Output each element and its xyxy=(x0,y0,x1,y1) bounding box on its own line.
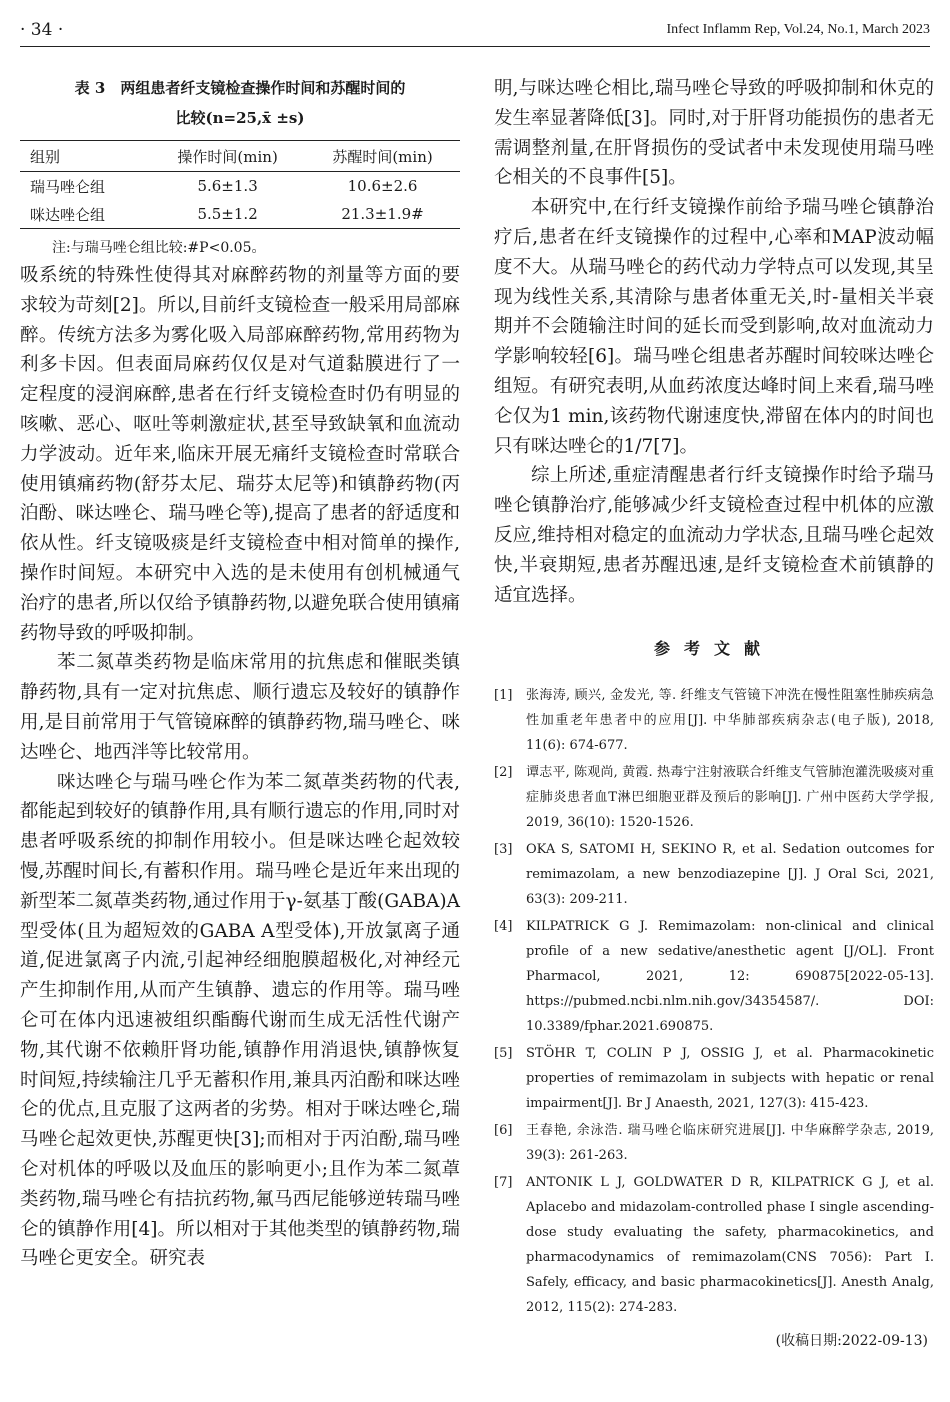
table-row xyxy=(20,172,460,201)
table-header-cell: 苏醒时间(min) xyxy=(305,141,460,172)
comparison-table xyxy=(20,140,460,229)
reference-item xyxy=(494,760,934,835)
body-paragraph: 苯二氮䓬类药物是临床常用的抗焦虑和催眠类镇静药物,具有一定对抗焦虑、顺行遗忘及较好的镇静作用,是目前常用于气管镜麻醉的镇静药物,瑞马唑仑、咪达唑仑、地西泮等比较常用。 xyxy=(20,652,460,763)
reference-number: [4] xyxy=(494,919,513,935)
body-paragraph: 本研究中,在行纤支镜操作前给予瑞马唑仑镇静治疗后,患者在纤支镜操作的过程中,心率和MAP波动幅度不大。从瑞马唑仑的药代动力学特点可以发现,其呈现为线性关系,其清除与患者体重无关,时-量相关半衰期并不会随输注时间的延长而受到影响,故对血流动力学影响较轻[6]。瑞马唑仑组患者苏醒时间较咪达唑仑组短。有研究表明,从血药浓度达峰时间上来看,瑞马唑仑仅为1 min,该药物代谢速度快,滞留在体内的时间也只有咪达唑仑的1/7[7]。 xyxy=(494,197,934,457)
reference-item xyxy=(494,683,934,758)
reference-number: [1] xyxy=(494,688,513,704)
table-header-row xyxy=(20,141,460,172)
reference-number: [3] xyxy=(494,842,513,858)
table-caption xyxy=(20,74,460,132)
reference-number: [2] xyxy=(494,765,513,781)
reference-text: 张海涛, 顾兴, 金发光, 等. 纤维支气管镜下冲洗在慢性阻塞性肺疾病急性加重老年患者中的应用[J]. 中华肺部疾病杂志(电子版), 2018, 11(6): 674-677. xyxy=(526,688,934,754)
header-divider xyxy=(20,46,930,47)
left-column xyxy=(20,74,460,1274)
table-row xyxy=(20,200,460,229)
reference-text: STÖHR T, COLIN P J, OSSIG J, et al. Pharmacokinetic properties of remimazolam in subjects with hepatic or renal impairment[J]. Br J Anaesth, 2021, 127(3): 415-423. xyxy=(526,1046,934,1112)
right-column xyxy=(494,74,934,1350)
body-paragraph: 吸系统的特殊性使得其对麻醉药物的剂量等方面的要求较为苛刻[2]。所以,目前纤支镜检查一般采用局部麻醉。传统方法多为雾化吸入局部麻醉药物,常用药物为利多卡因。但表面局麻药仅仅是对气道黏膜进行了一定程度的浸润麻醉,患者在行纤支镜检查时仍有明显的咳嗽、恶心、呕吐等刺激症状,甚至导致缺氧和血流动力学波动。近年来,临床开展无痛纤支镜检查时常联合使用镇痛药物(舒芬太尼、瑞芬太尼等)和镇静药物(丙泊酚、咪达唑仑、瑞马唑仑等),提高了患者的舒适度和依从性。纤支镜吸痰是纤支镜检查中相对简单的操作,操作时间短。本研究中入选的是未使用有创机械通气治疗的患者,所以仅给予镇静药物,以避免联合使用镇痛药物导致的呼吸抑制。 xyxy=(20,265,460,644)
reference-item xyxy=(494,1170,934,1320)
reference-text: KILPATRICK G J. Remimazolam: non-clinical and clinical profile of a new sedative/anesthetic agent [J/OL]. Front Pharmacol, 2021, 12: 690875[2022-05-13]. https://pubmed.ncbi.nlm.nih.gov/34354587/. DOI: 10.3389/fphar.2021.690875. xyxy=(526,919,934,1035)
body-paragraph: 咪达唑仑与瑞马唑仑作为苯二氮䓬类药物的代表,都能起到较好的镇静作用,具有顺行遗忘的作用,同时对患者呼吸系统的抑制作用较小。但是咪达唑仑起效较慢,苏醒时间长,有蓄积作用。瑞马唑仑是近年来出现的新型苯二氮䓬类药物,通过作用于γ-氨基丁酸(GABA)A型受体(且为超短效的GABA A型受体),开放氯离子通道,促进氯离子内流,引起神经细胞膜超极化,对神经元产生抑制作用,从而产生镇静、遗忘的作用等。瑞马唑仑可在体内迅速被组织酯酶代谢而生成无活性代谢产物,其代谢不依赖肝肾功能,镇静作用消退快,镇静恢复时间短,持续输注几乎无蓄积作用,兼具丙泊酚和咪达唑仑的优点,且克服了这两者的劣势。相对于咪达唑仑,瑞马唑仑起效更快,苏醒更快[3];而相对于丙泊酚,瑞马唑仑对机体的呼吸以及血压的影响更小;且作为苯二氮䓬类药物,瑞马唑仑有拮抗药物,氟马西尼能够逆转瑞马唑仑的镇静作用[4]。所以相对于其他类型的镇静药物,瑞马唑仑更安全。研究表 xyxy=(20,771,460,1270)
body-paragraph: 明,与咪达唑仑相比,瑞马唑仑导致的呼吸抑制和休克的发生率显著降低[3]。同时,对于肝肾功能损伤的患者无需调整剂量,在肝肾损伤的受试者中未发现使用瑞马唑仑相关的不良事件[5]。 xyxy=(494,78,934,189)
reference-text: OKA S, SATOMI H, SEKINO R, et al. Sedation outcomes for remimazolam, a new benzodiazepine [J]. J Oral Sci, 2021, 63(3): 209-211. xyxy=(526,842,934,908)
journal-header: Infect Inflamm Rep, Vol.24, No.1, March 2023 xyxy=(666,22,930,37)
table-caption-line2: 比较(n=25,x̄ ±s) xyxy=(175,109,305,127)
reference-item xyxy=(494,837,934,912)
table-cell: 5.5±1.2 xyxy=(150,200,305,229)
table-cell: 10.6±2.6 xyxy=(347,177,418,195)
reference-text: 王春艳, 余泳浩. 瑞马唑仑临床研究进展[J]. 中华麻醉学杂志, 2019, 39(3): 261-263. xyxy=(526,1123,934,1164)
reference-item xyxy=(494,1118,934,1168)
table-cell: 咪达唑仑组 xyxy=(20,200,150,229)
table-header-cell: 组别 xyxy=(20,141,150,172)
reference-item xyxy=(494,1041,934,1116)
table-caption-line1: 表 3 两组患者纤支镜检查操作时间和苏醒时间的 xyxy=(74,79,406,97)
reference-item xyxy=(494,914,934,1039)
reference-number: [5] xyxy=(494,1046,513,1062)
received-date: (收稿日期:2022-09-13) xyxy=(775,1333,928,1350)
reference-text: 谭志平, 陈观尚, 黄霞. 热毒宁注射液联合纤维支气管肺泡灌洗吸痰对重症肺炎患者血T淋巴细胞亚群及预后的影响[J]. 广州中医药大学学报, 2019, 36(10): 1520-1526. xyxy=(526,765,934,831)
table-cell: 5.6±1.3 xyxy=(197,177,258,195)
reference-number: [6] xyxy=(494,1123,513,1139)
table-note: 注:与瑞马唑仑组比较:#P<0.05。 xyxy=(52,240,266,256)
body-paragraph: 综上所述,重症清醒患者行纤支镜操作时给予瑞马唑仑镇静治疗,能够减少纤支镜检查过程中机体的应激反应,维持相对稳定的血流动力学状态,且瑞马唑仑起效快,半衰期短,患者苏醒迅速,是纤支镜检查术前镇静的适宜选择。 xyxy=(494,465,934,606)
table-cell: 21.3±1.9# xyxy=(305,200,460,229)
reference-number: [7] xyxy=(494,1175,513,1191)
references-title: 参考文献 xyxy=(653,639,774,659)
table-header-cell: 操作时间(min) xyxy=(150,141,305,172)
reference-text: ANTONIK L J, GOLDWATER D R, KILPATRICK G J, et al. Aplacebo and midazolam-controlled phase I single ascending-dose study evaluating the safety, pharmacokinetics, and pharmacodynamics of remimazolam(CNS 7056): Part I. Safely, efficacy, and basic pharmacokinetics[J]. Anesth Analg, 2012, 115(2): 274-283. xyxy=(526,1175,934,1316)
table-cell: 瑞马唑仑组 xyxy=(30,177,106,196)
page-number: · 34 · xyxy=(20,20,64,40)
